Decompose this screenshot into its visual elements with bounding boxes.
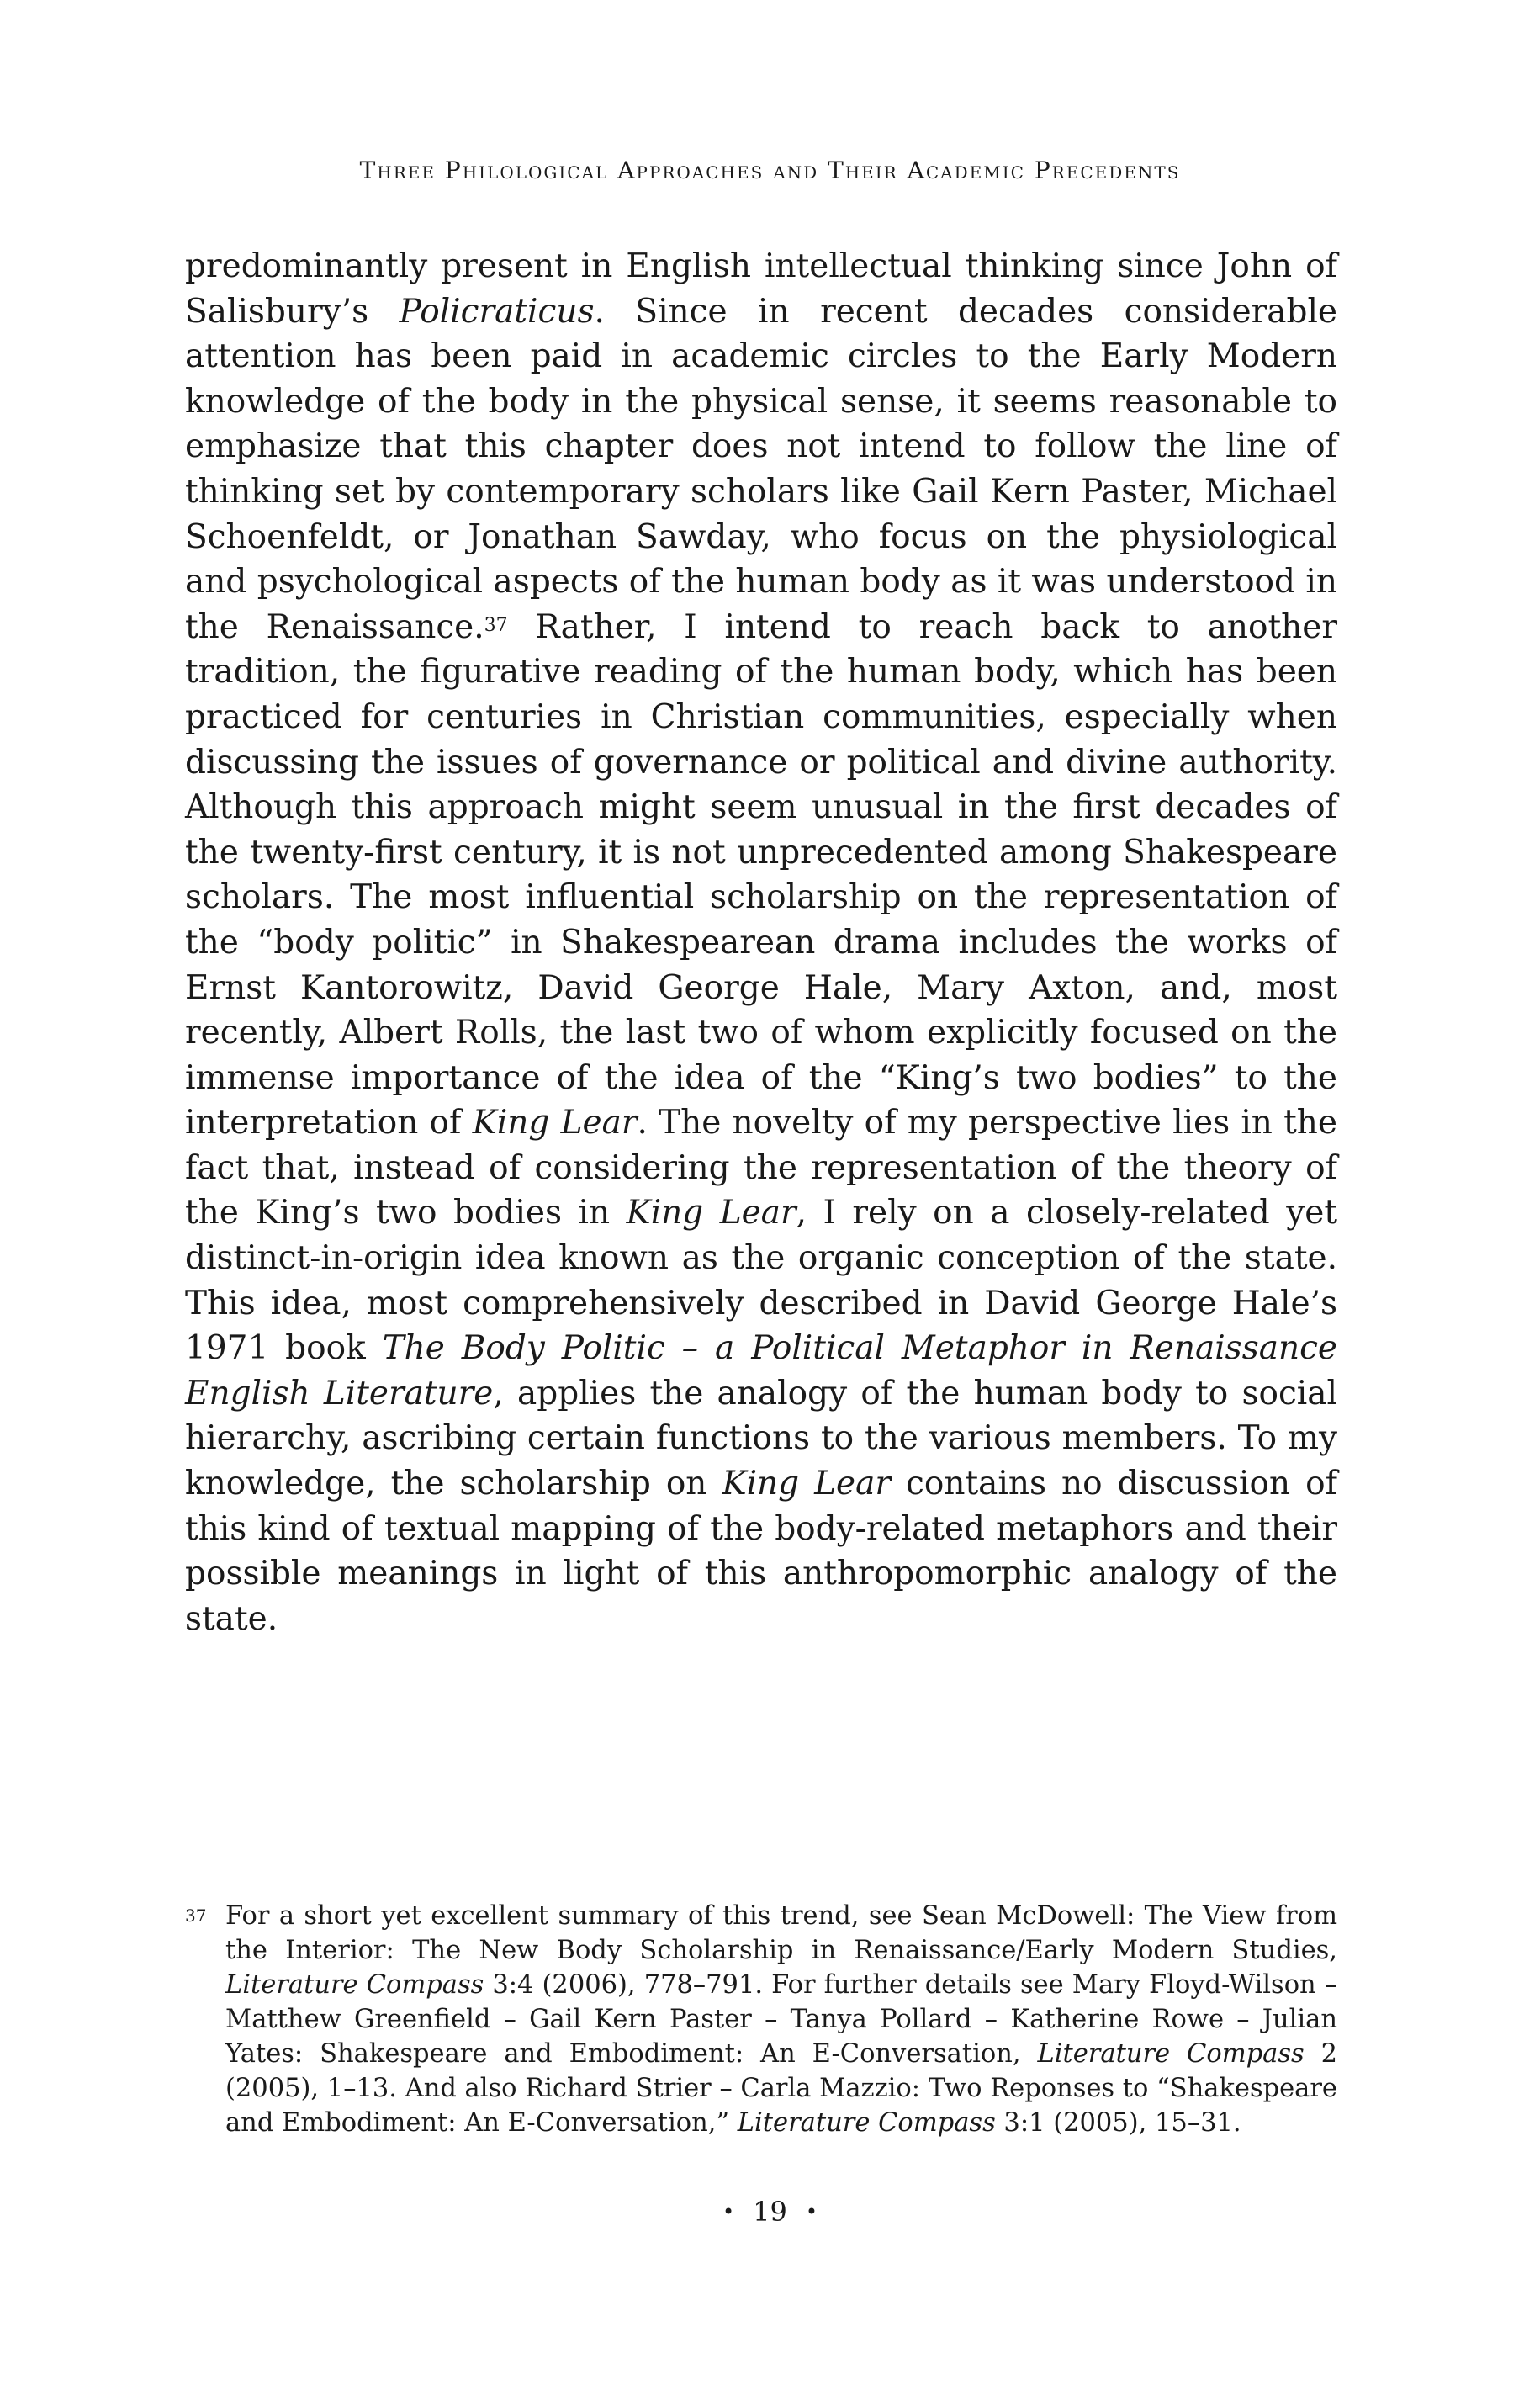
text-run: 2 (2005), 1–13. And also Richard Strier – Carla Mazzio: Two Reponses to “Shakespeare and Embodiment: An E-Conversation,”: [225, 2039, 1338, 2138]
text-run: For a short yet excellent summary of this trend, see Sean McDowell: The View from the Interior: The New Body Scholarship in Renaissance/Early Modern Studies,: [225, 1901, 1337, 1965]
page-number-value: 19: [753, 2196, 787, 2228]
italic-title: Literature Compass: [1037, 2039, 1305, 2069]
paragraph: [185, 244, 1337, 1641]
text-run: , I rely on a closely-related yet distinct-in-origin idea known as the organic conception of the state. This idea, most comprehensively described in David George Hale’s 1971 book: [185, 1194, 1337, 1368]
text-run: Rather, I intend to reach back to another tradition, the figurative reading of the human body, which has been practiced for centuries in Christian communities, especially when discussing the issues of governance or political and divine authority. Although this approach might seem unusual in the first decades of the twenty-first century, it is not unprecedented among Shakespeare scholars. The most influential scholarship on the representation of the “body politic” in Shakespearean drama includes the works of Ernst Kantorowitz, David George Hale, Mary Axton, and, most recently, Albert Rolls, the last two of whom explicitly focused on the immense importance of the idea of the “King’s two bodies” to the interpretation of: [185, 607, 1337, 1142]
bullet-ornament: •: [805, 2200, 818, 2223]
italic-title: Literature Compass: [225, 1970, 484, 2000]
text-run: 3:4 (2006), 778–791. For further details see Mary Floyd-Wilson – Matthew Greenfield – Gail Kern Paster – Tanya Pollard – Katherine Rowe – Julian Yates: Shakespeare and Embodiment: An E-Conversation,: [225, 1970, 1338, 2069]
italic-title: The Body Politic – a Political Metaphor in Renaissance English Literature: [185, 1329, 1337, 1412]
italic-title: King Lear: [472, 1104, 638, 1142]
text-run: . Since in recent decades considerable attention has been paid in academic circles to the Early Modern knowledge of the body in the physical sense, it seems reasonable to emphasize that this chapter does not intend to follow the line of thinking set by contemporary scholars like Gail Kern Paster, Michael Schoenfeldt, or Jonathan Sawday, who focus on the physiological and psychological aspects of the human body as it was understood in the Renaissance.: [185, 292, 1337, 646]
body-paragraph: [185, 244, 1337, 1641]
text-run: 3:1 (2005), 15–31.: [995, 2108, 1241, 2138]
footnote: [185, 1899, 1337, 2140]
text-run: contains no discussion of this kind of textual mapping of the body-related metaphors and their possible meanings in light of this anthropomorphic analogy of the state.: [185, 1465, 1337, 1638]
footnote-reference[interactable]: 37: [484, 614, 508, 636]
text-run: , applies the analogy of the human body to social hierarchy, ascribing certain functions to the various members. To my knowledge, the scholarship on: [185, 1374, 1337, 1503]
page-number: [0, 2196, 1540, 2228]
italic-title: Literature Compass: [737, 2108, 996, 2138]
running-header: Three Philological Approaches and Their Academic Precedents: [359, 156, 1181, 184]
footnote-text: [225, 1899, 1337, 2140]
italic-title: Policraticus: [399, 292, 595, 331]
italic-title: King Lear: [722, 1465, 892, 1503]
text-run: predominantly present in English intellectual thinking since John of Salisbury’s: [185, 247, 1337, 331]
italic-title: King Lear: [626, 1194, 796, 1232]
text-run: . The novelty of my perspective lies in the fact that, instead of considering the representation of the theory of the King’s two bodies in: [185, 1104, 1338, 1232]
footnote-number: 37: [185, 1905, 207, 1926]
bullet-ornament: •: [722, 2200, 735, 2223]
